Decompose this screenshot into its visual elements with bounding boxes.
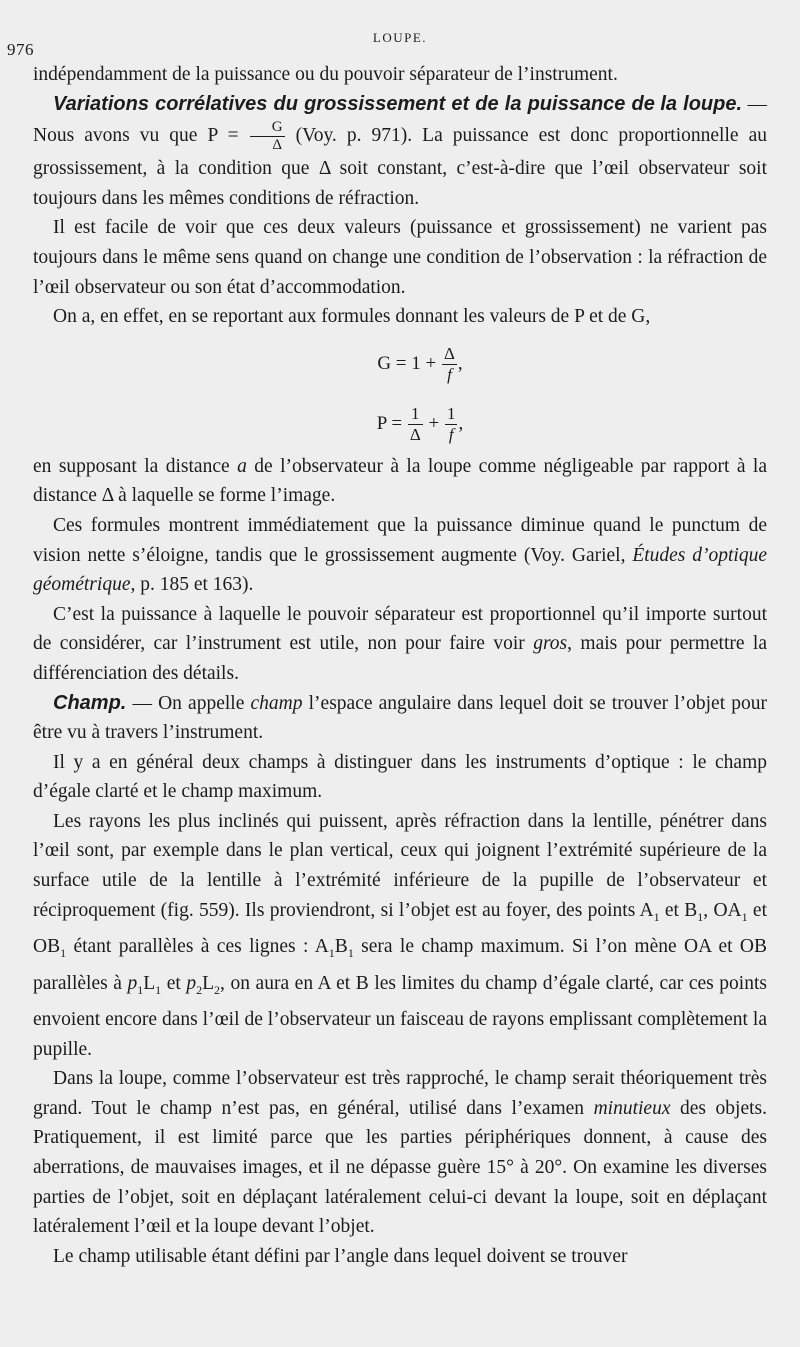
paragraph-text: , mais pour permettre la différenciation des détails. [33,633,767,684]
fraction-denominator [445,425,458,445]
paragraph-champ-utilisable: Le champ utilisable étant défini par l’angle dans lequel doivent se trouver [53,1245,628,1267]
subscript: 1 [697,909,704,924]
paragraph-text: l’espace angulaire dans lequel doit se trouver l’objet pour être vu à travers l’instrument. [33,692,767,744]
subscript: 1 [741,909,748,924]
equation-line [73,396,767,452]
paragraph-text: C’est la puissance à laquelle le pouvoir séparateur est proportionnel qu’il importe surtout de considérer, car l’instrument est utile, non pour faire voir [33,603,767,655]
fraction-delta-over-f [442,344,457,385]
section-heading-variations: Variations corrélatives du grossissement et de la puissance de [53,92,655,115]
paragraph-ces-formules [33,511,767,600]
paragraph-text: (Voy. p. 971). La puissance est donc proportionnelle au grossissement, à la condition que Δ soit constant, c’est-à-dire que l’œil observateur soit toujours dans les mêmes conditions de réfraction. [33,125,767,209]
paragraph-text: L [202,972,215,994]
paragraph-variations [33,90,767,214]
fraction-denominator: Δ [409,424,421,444]
subscript: 2 [214,982,221,997]
equation-g [33,336,767,392]
subscript: 2 [196,982,203,997]
running-title: LOUPE. [372,30,428,45]
equation-punct: , [457,352,463,374]
variable-a: a [237,455,247,477]
paragraph-text: B [334,936,348,958]
fraction-numerator: G [250,119,285,137]
paragraph-text: Ces formules montrent immédiatement que la puissance diminue quand le punctum de vision nette s’éloigne, tandis que le grossissement augmente (Voy. Gariel, [33,514,767,566]
paragraph-text: et OB [33,899,767,958]
fraction-denominator: Δ [272,137,282,154]
paragraph-text: L [143,972,156,994]
variable-f: f [448,424,454,444]
book-title: Études d’optique géométrique [33,544,767,596]
equation-p [33,396,767,452]
paragraph-text: de l’observateur à la loupe comme négligeable par rapport à la distance Δ à laquelle se forme l’image. [33,455,767,507]
italic-term: gros [533,633,568,655]
subscript: 1 [155,982,162,997]
paragraph-facile: Il est facile de voir que ces deux valeurs (puissance et grossissement) ne varient pas toujours dans le même sens quand on change une condition de l’observation : la réfraction de l’œil observateur ou son état d’accommodation. [33,217,767,298]
equation-lhs: P = [376,412,407,434]
paragraph-text: étant parallèles à ces lignes : A [66,936,329,958]
paragraph-formules-intro: On a, en effet, en se reportant aux formules donnant les valeurs de P et de G, [53,306,651,328]
paragraph-text: — On appelle [126,692,251,714]
variable-p: p [186,972,197,994]
paragraph-champ [33,689,767,748]
section-heading-variations-end: la loupe. [660,92,743,115]
paragraph-text: sera le champ maximum. Si l’on mène OA et OB parallèles à [33,936,767,994]
subscript: 1 [137,982,144,997]
paragraph-rayons [33,807,767,1064]
paragraph-supposant [33,452,767,511]
fraction-g-over-delta [250,119,285,154]
subscript: 1 [347,946,354,961]
paragraph-continuation: indépendamment de la puissance ou du pouvoir séparateur de l’instrument. [33,64,618,85]
paragraph-text: , on aura en A et B les limites du champ d’égale clarté, car ces points envoient encore dans l’œil de l’observateur un faisceau de rayons emplissant complètement la pupille. [33,972,767,1060]
fraction-numerator: 1 [408,404,423,425]
variable-p: p [127,972,138,994]
paragraph-text: , OA [703,899,742,921]
paragraph-text: et B [659,899,698,921]
subscript: 1 [60,946,67,961]
paragraph-text: , p. 185 et 163). [130,574,254,596]
paragraph-text: Dans la loupe, comme l’observateur est très rapproché, le champ serait théoriquement très grand. Tout le champ n’est pas, en général, utilisé dans l’examen [33,1068,767,1119]
equation-line [73,336,767,392]
paragraph-text: en supposant la distance [33,455,238,477]
equation-lhs: G = 1 + [377,352,441,374]
variable-f: f [447,364,452,384]
paragraph-dans-la-loupe [33,1064,767,1242]
page-number: 976 [7,40,34,59]
paragraph-deux-champs: Il y a en général deux champs à distinguer dans les instruments d’optique : le champ d’égale clarté et le champ maximum. [33,751,767,803]
paragraph-text: des objets. Pratiquement, il est limité parce que les parties périphériques donnent, à cause des aberrations, de mauvaises images, et il ne dépasse guère 15° à 20°. On examine les diverses parties de l’objet, soit en déplaçant latéralement celui-ci devant la loupe, soit en déplaçant latéralement l’œil et la loupe devant l’objet. [33,1097,767,1238]
subscript: 1 [328,946,335,961]
fraction-numerator: Δ [443,343,455,363]
subscript: 1 [653,909,660,924]
paragraph-puissance [33,600,767,689]
page-body [33,60,767,1271]
equation-plus: + [423,412,444,434]
paragraph-text: Les rayons les plus inclinés qui puissent, après réfraction dans la lentille, pénétrer dans l’œil sont, par exemple dans le plan vertical, ceux qui joignent l’extrémité supérieure de la surface utile de la lentille à l’extrémité inférieure de la pupille de l’observateur et réciproquement (fig. 559). Ils proviendront, si l’objet est au foyer, des points A [33,810,767,921]
fraction-one-over-delta [408,404,423,445]
section-heading-champ: Champ. [53,691,127,714]
fraction-numerator: 1 [446,403,456,423]
fraction-denominator [442,365,457,385]
fraction-one-over-f [445,404,458,445]
paragraph-text: et [161,972,187,994]
italic-term: minutieux [593,1097,671,1119]
equation-punct: , [458,412,464,434]
italic-term: champ [250,692,303,714]
paragraph-text: — Nous avons vu que P = [33,93,767,147]
